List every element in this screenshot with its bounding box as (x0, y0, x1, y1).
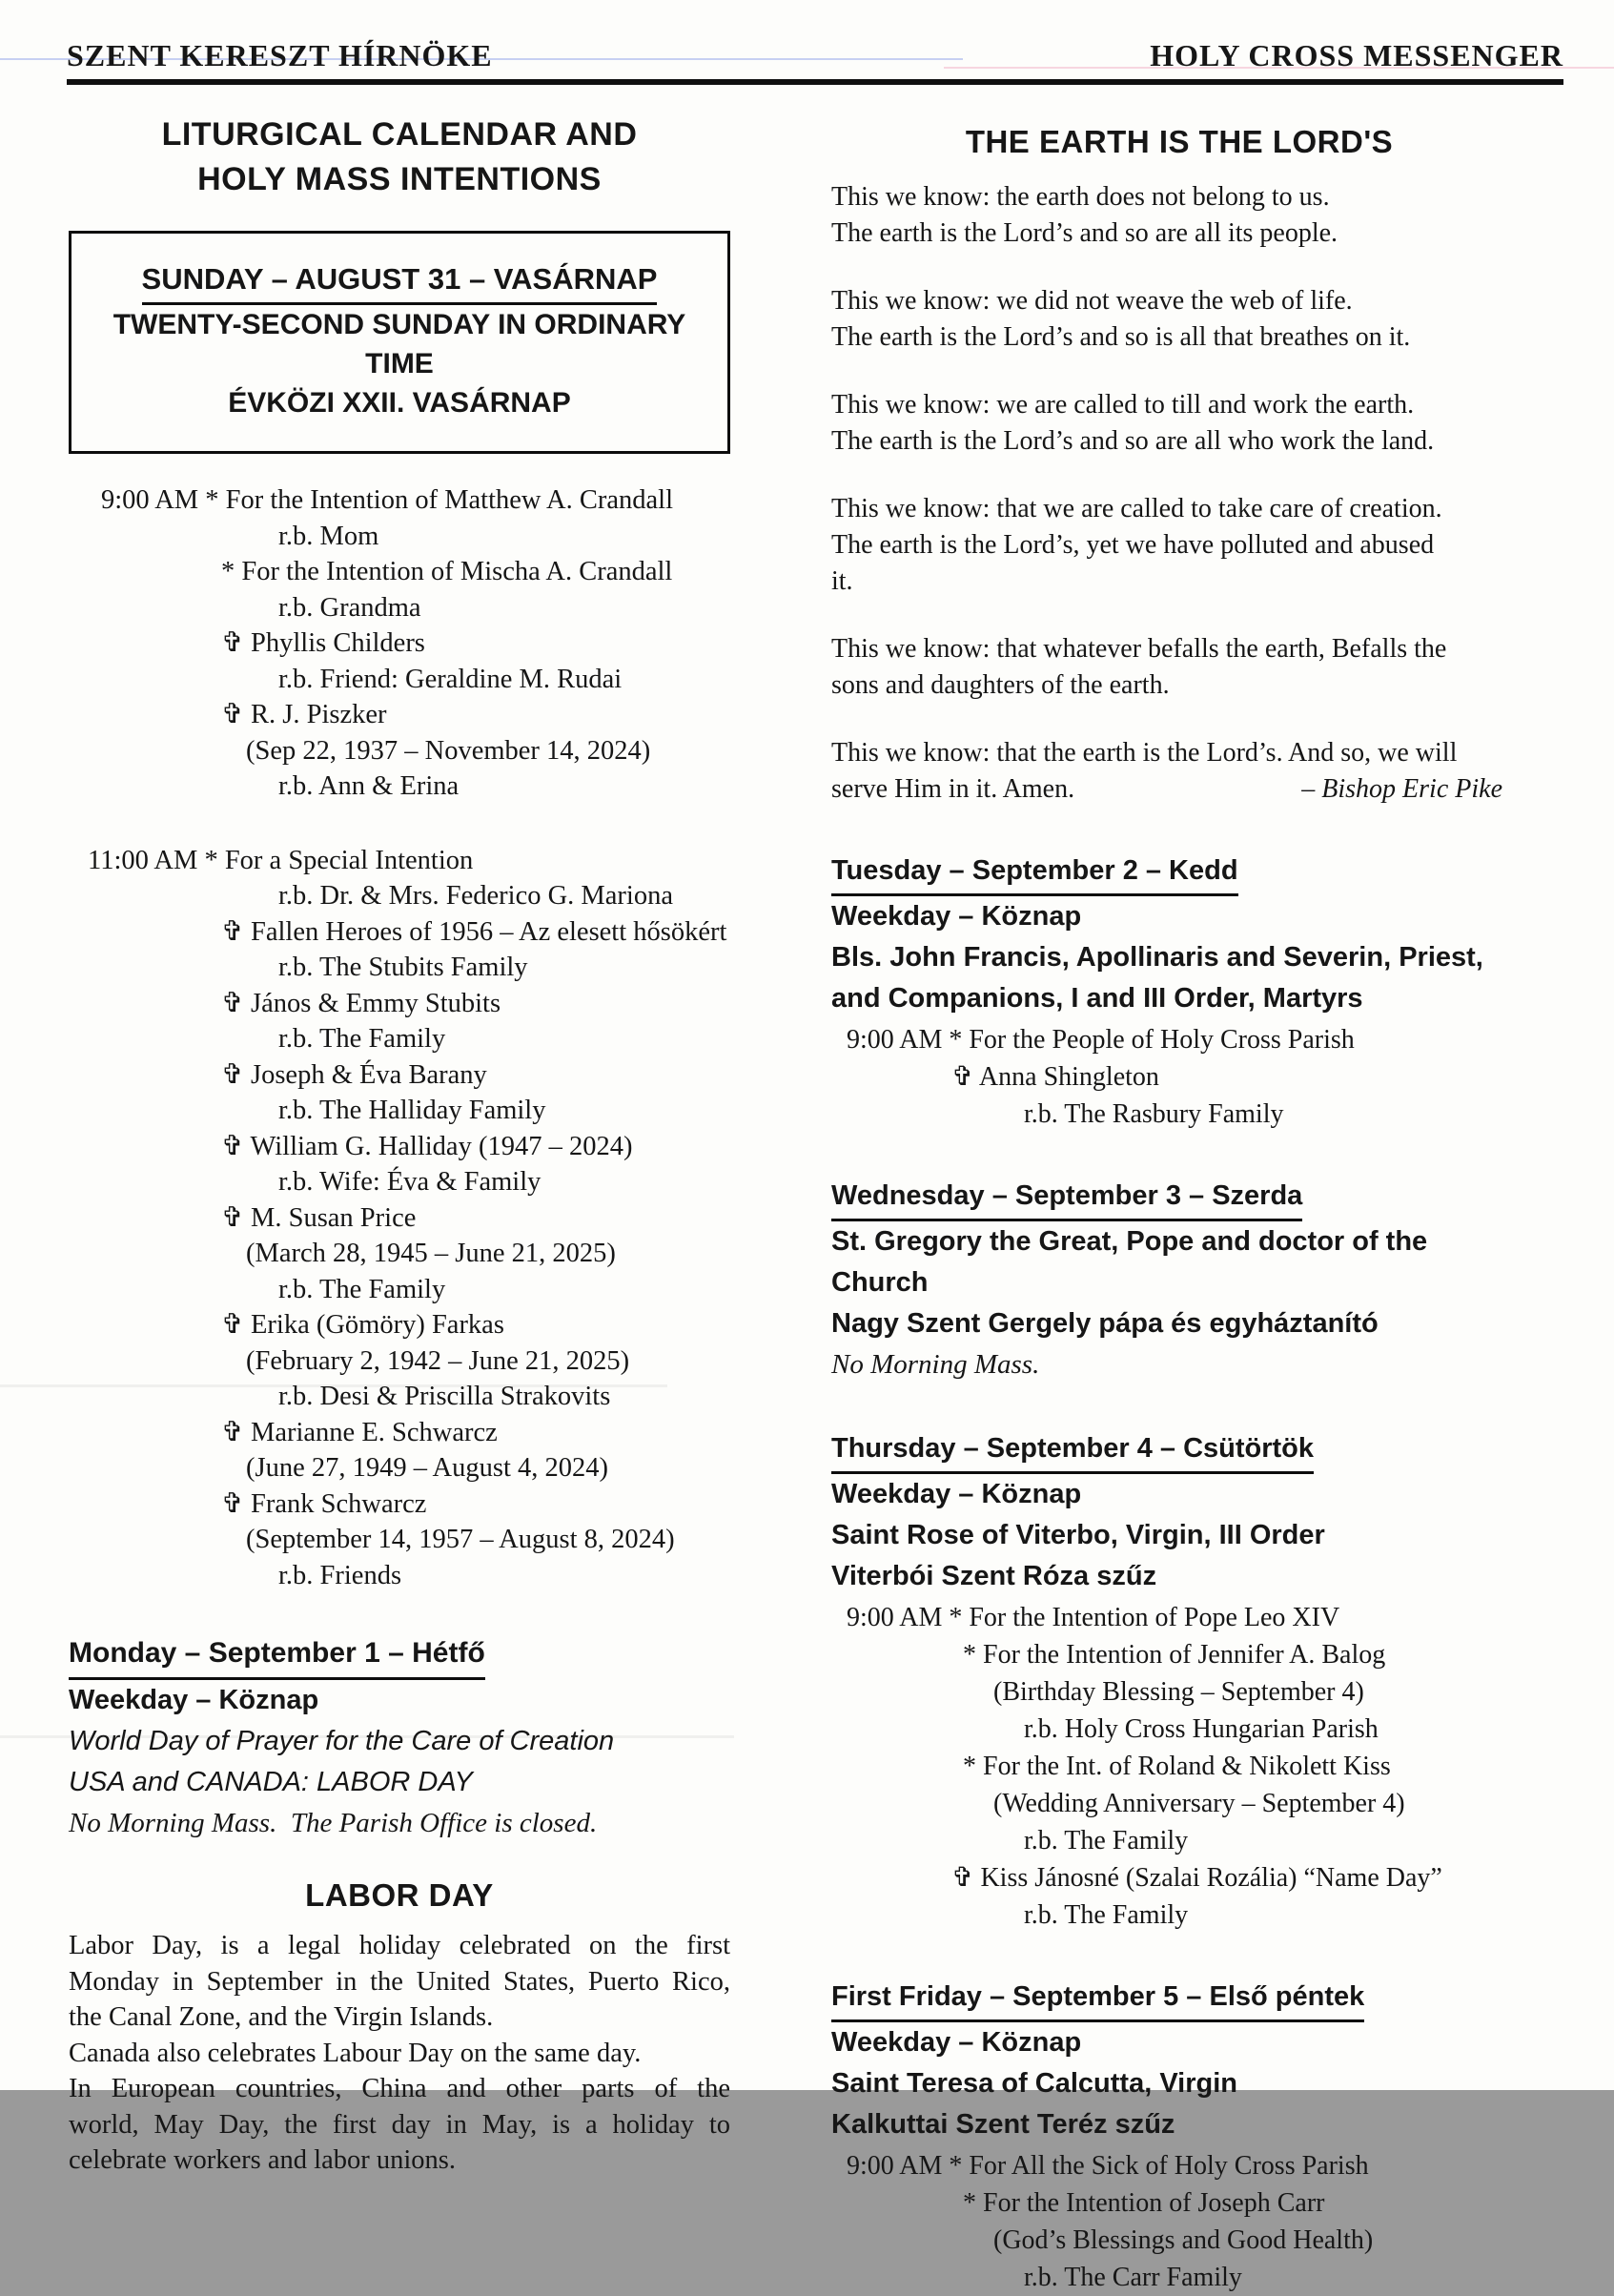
mass-line: ✞ Fallen Heroes of 1956 – Az elesett hősökért (221, 916, 727, 947)
mass-line: (June 27, 1949 – August 4, 2024) (246, 1453, 608, 1483)
mass-line: r.b. The Rasbury Family (1024, 1099, 1284, 1129)
mass-line: r.b. Dr. & Mrs. Federico G. Mariona (278, 881, 673, 911)
day-mass-lines (831, 1599, 1527, 1934)
day-mass-lines (831, 1021, 1527, 1133)
mass-line: 9:00 AM * For the People of Holy Cross Parish (847, 1025, 1355, 1055)
day-line: Weekday – Köznap (831, 2027, 1082, 2058)
day-line: USA and CANADA: LABOR DAY (69, 1767, 473, 1797)
day-line: Saint Teresa of Calcutta, Virgin (831, 2068, 1237, 2099)
mass-line: * For the Intention of Jennifer A. Balog (963, 1640, 1386, 1670)
day-heading-row (69, 1631, 730, 1680)
mass-line: (Sep 22, 1937 – November 14, 2024) (246, 735, 651, 766)
weekday-sections (831, 850, 1527, 2296)
day-line: Nagy Szent Gergely pápa és egyháztanító (831, 1308, 1379, 1339)
day-section (831, 850, 1527, 1133)
sunday-heading: SUNDAY – AUGUST 31 – VASÁRNAP (142, 258, 658, 305)
labor-line: the Canal Zone, and the Virgin Islands. (69, 2002, 494, 2032)
labor-paragraph (69, 2071, 730, 2179)
sunday-subtitle-hungarian: ÉVKÖZI XXII. VASÁRNAP (228, 387, 571, 419)
day-heading: Tuesday – September 2 – Kedd (831, 850, 1238, 896)
sunday-subtitle-english: TWENTY-SECOND SUNDAY IN ORDINARY TIME (112, 309, 686, 379)
day-line: Kalkuttai Szent Teréz szűz (831, 2109, 1175, 2140)
mass-line: * For the Intention of Mischa A. Crandall (221, 557, 673, 586)
poem-line: This we know: that we are called to take care of creation. (831, 494, 1442, 523)
labor-line: Canada also celebrates Labour Day on the same day. (69, 2038, 642, 2068)
mass-line: r.b. Mom (278, 521, 379, 551)
poem-stanza (831, 179, 1527, 252)
labor-paragraphs (69, 1928, 730, 2179)
sunday-mass-intentions (69, 482, 730, 1593)
labor-line: Monday in September in the United States, Puerto Rico, (69, 1966, 730, 1997)
day-line: Bls. John Francis, Apollinaris and Severin, Priest, (831, 942, 1483, 973)
calendar-title (69, 113, 730, 202)
mass-line: (February 2, 1942 – June 21, 2025) (246, 1345, 630, 1376)
left-column (69, 113, 730, 2179)
mass-line: ✞ Marianne E. Schwarcz (221, 1417, 498, 1447)
mass-line: r.b. Friends (278, 1560, 402, 1590)
mass-line: (God’s Blessings and Good Health) (993, 2225, 1374, 2255)
mass-line: r.b. Grandma (278, 592, 421, 623)
mass-block (69, 482, 730, 805)
labor-line: Labor Day, is a legal holiday celebrated on the first (69, 1931, 730, 1960)
day-line: Viterbói Szent Róza szűz (831, 1561, 1157, 1591)
mass-line: 9:00 AM * For the Intention of Pope Leo XIV (847, 1603, 1340, 1632)
poem-line: The earth is the Lord’s and so are all its people. (831, 218, 1338, 248)
day-lines (831, 2022, 1527, 2145)
sunday-box (69, 231, 730, 454)
mass-line: r.b. Friend: Geraldine M. Rudai (278, 664, 623, 694)
attribution: – Bishop Eric Pike (1301, 774, 1502, 804)
mass-line: r.b. The Family (1024, 1900, 1189, 1930)
poem-stanza (831, 735, 1527, 771)
mass-line: ✞ Phyllis Childers (221, 628, 425, 658)
poem-line: This we know: the earth does not belong to us. (831, 182, 1330, 212)
poem-line: The earth is the Lord’s, yet we have polluted and abused (831, 530, 1435, 560)
poem-line: The earth is the Lord’s and so are all who work the land. (831, 426, 1435, 456)
calendar-title-line: HOLY MASS INTENTIONS (197, 161, 602, 197)
earth-title: THE EARTH IS THE LORD'S (965, 124, 1394, 159)
day-section (831, 1427, 1527, 1934)
day-line: No Morning Mass. (831, 1349, 1040, 1380)
labor-paragraph (69, 1928, 730, 2036)
poem-line: This we know: we are called to till and work the earth. (831, 390, 1415, 420)
day-section (831, 1976, 1527, 2296)
day-heading-row (831, 1175, 1527, 1221)
mass-line: r.b. The Stubits Family (278, 953, 528, 982)
day-line: and Companions, I and III Order, Martyrs (831, 983, 1363, 1014)
mass-line: ✞ Erika (Gömöry) Farkas (221, 1310, 504, 1340)
day-lines (831, 896, 1527, 1019)
poem-stanza (831, 491, 1527, 600)
mass-line: r.b. The Family (278, 1024, 446, 1054)
day-line: Weekday – Köznap (69, 1685, 319, 1715)
labor-day-section (69, 1876, 730, 2179)
mass-line: ✞ Frank Schwarcz (221, 1488, 427, 1519)
mass-line: (Birthday Blessing – September 4) (993, 1677, 1364, 1707)
poem-closing-row (831, 771, 1527, 808)
poem-line: sons and daughters of the earth. (831, 670, 1170, 700)
day-lines (831, 1474, 1527, 1597)
day-heading: Wednesday – September 3 – Szerda (831, 1175, 1302, 1221)
poem-stanza (831, 283, 1527, 356)
monday-section (69, 1631, 730, 1844)
day-lines (831, 1221, 1527, 1385)
mass-line: 9:00 AM * For the Intention of Matthew A. Crandall (101, 485, 674, 515)
day-line: Weekday – Köznap (831, 901, 1082, 932)
sunday-box-heading-row (79, 258, 720, 305)
day-section (831, 1175, 1527, 1385)
mass-line: r.b. The Carr Family (1024, 2263, 1242, 2292)
labor-paragraph (69, 2036, 730, 2072)
day-line: No Morning Mass. The Parish Office is closed. (69, 1808, 598, 1838)
poem-line: it. (831, 566, 853, 596)
mass-line: r.b. The Halliday Family (278, 1096, 546, 1125)
mass-line: * For the Intention of Joseph Carr (963, 2188, 1325, 2218)
mass-line: r.b. Ann & Erina (278, 771, 460, 801)
right-column (831, 122, 1527, 2296)
mass-line: 9:00 AM * For All the Sick of Holy Cross Parish (847, 2151, 1369, 2181)
header-left-title: SZENT KERESZT HÍRNÖKE (67, 38, 493, 72)
day-line: St. Gregory the Great, Pope and doctor of the Church (831, 1226, 1428, 1298)
mass-line: r.b. Holy Cross Hungarian Parish (1024, 1714, 1379, 1744)
day-heading-row (831, 850, 1527, 896)
mass-line: (Wedding Anniversary – September 4) (993, 1789, 1405, 1818)
mass-line: r.b. The Family (278, 1274, 446, 1304)
amen-line: serve Him in it. Amen. (831, 774, 1075, 804)
poem-line: This we know: that whatever befalls the earth, Befalls the (831, 634, 1447, 664)
calendar-title-line: LITURGICAL CALENDAR AND (161, 116, 638, 153)
poem-stanza (831, 631, 1527, 704)
mass-line: ✞ R. J. Piszker (221, 700, 387, 729)
mass-line: r.b. The Family (1024, 1826, 1189, 1855)
day-line: Saint Rose of Viterbo, Virgin, III Order (831, 1520, 1325, 1550)
day-heading: Monday – September 1 – Hétfő (69, 1631, 485, 1680)
page-header (67, 38, 1563, 85)
day-heading: Thursday – September 4 – Csütörtök (831, 1427, 1314, 1474)
earth-poem (831, 179, 1527, 771)
mass-line: ✞ János & Emmy Stubits (221, 988, 501, 1018)
labor-line: world, May Day, the first day in May, is a holiday to (69, 2109, 730, 2140)
labor-day-title: LABOR DAY (305, 1877, 494, 1913)
mass-line: r.b. Desi & Priscilla Strakovits (278, 1382, 611, 1411)
poem-stanza (831, 387, 1527, 460)
mass-block (69, 843, 730, 1594)
mass-line: ✞ Joseph & Éva Barany (221, 1059, 487, 1090)
day-heading-row (831, 1976, 1527, 2022)
mass-line: r.b. Wife: Éva & Family (278, 1167, 541, 1197)
day-heading-row (831, 1427, 1527, 1474)
mass-line: (March 28, 1945 – June 21, 2025) (246, 1239, 616, 1268)
mass-line: ✞ Kiss Jánosné (Szalai Rozália) “Name Day” (951, 1863, 1442, 1893)
mass-line: (September 14, 1957 – August 8, 2024) (246, 1525, 675, 1554)
mass-line: 11:00 AM * For a Special Intention (88, 845, 474, 875)
day-lines (69, 1680, 730, 1844)
labor-line: In European countries, China and other parts of the (69, 2074, 730, 2103)
poem-line: The earth is the Lord’s and so is all that breathes on it. (831, 322, 1411, 352)
poem-line: This we know: we did not weave the web of life. (831, 286, 1353, 316)
day-mass-lines (831, 2147, 1527, 2296)
day-line: Weekday – Köznap (831, 1479, 1082, 1509)
header-right-title: HOLY CROSS MESSENGER (1150, 38, 1563, 72)
mass-line: * For the Int. of Roland & Nikolett Kiss (963, 1752, 1391, 1781)
poem-line: This we know: that the earth is the Lord’s. And so, we will (831, 738, 1458, 768)
day-heading: First Friday – September 5 – Első péntek (831, 1976, 1364, 2022)
mass-line: ✞ M. Susan Price (221, 1202, 417, 1233)
labor-line: celebrate workers and labor unions. (69, 2145, 456, 2175)
day-line: World Day of Prayer for the Care of Creation (69, 1726, 615, 1756)
mass-line: ✞ William G. Halliday (1947 – 2024) (221, 1131, 633, 1161)
mass-line: ✞ Anna Shingleton (951, 1062, 1159, 1092)
